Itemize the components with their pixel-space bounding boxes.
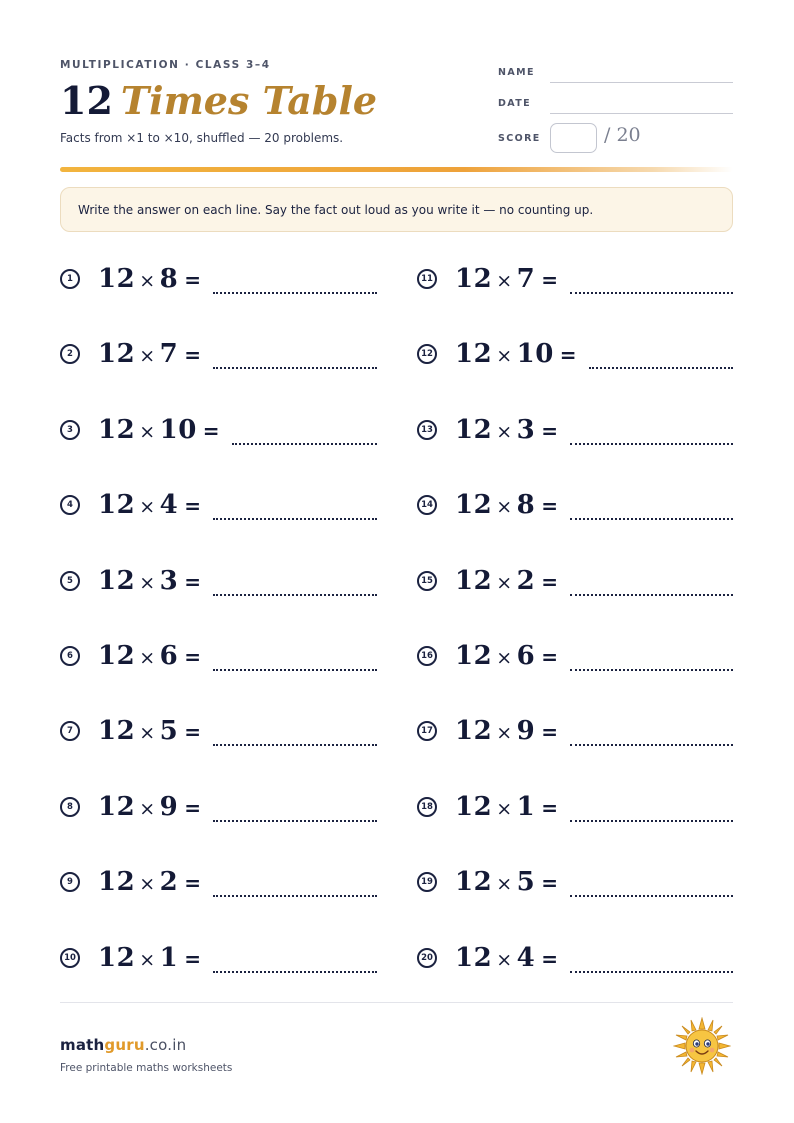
name-field-line[interactable]: [550, 82, 733, 83]
times-sign: ×: [496, 270, 513, 292]
times-sign: ×: [139, 949, 156, 971]
equals-sign: =: [202, 419, 221, 443]
answer-line[interactable]: [213, 820, 377, 822]
factor-b: 2: [159, 867, 179, 897]
times-sign: ×: [496, 798, 513, 820]
score-box[interactable]: [550, 123, 597, 153]
answer-line[interactable]: [570, 443, 733, 445]
multiplication-fact: [455, 863, 558, 903]
times-sign: ×: [139, 722, 156, 744]
factor-b: 8: [159, 264, 179, 294]
times-sign: ×: [496, 873, 513, 895]
factor-a: 12: [455, 792, 493, 822]
factor-b: 7: [516, 264, 536, 294]
answer-line[interactable]: [570, 820, 733, 822]
factor-b: 1: [159, 943, 179, 973]
factor-b: 6: [159, 641, 179, 671]
problem-item: [60, 712, 377, 752]
equals-sign: =: [541, 645, 559, 669]
problem-item: [60, 788, 377, 828]
equals-sign: =: [184, 494, 202, 518]
subtitle: Facts from ×1 to ×10, shuffled — 20 problems.: [60, 131, 344, 145]
problem-item: [417, 939, 733, 979]
problem-number: 15: [417, 571, 437, 591]
answer-line[interactable]: [213, 895, 377, 897]
times-sign: ×: [139, 345, 156, 367]
problem-number: 9: [60, 872, 80, 892]
multiplication-fact: [98, 486, 201, 526]
multiplication-fact: [98, 712, 201, 752]
equals-sign: =: [184, 645, 202, 669]
problem-item: [417, 486, 733, 526]
multiplication-fact: [98, 939, 201, 979]
problem-number: 12: [417, 344, 437, 364]
score-label: SCORE: [498, 133, 541, 144]
answer-line[interactable]: [570, 669, 733, 671]
tagline: Free printable maths worksheets: [60, 1062, 233, 1074]
answer-line[interactable]: [570, 292, 733, 294]
problem-number: 11: [417, 269, 437, 289]
factor-a: 12: [98, 264, 136, 294]
answer-line[interactable]: [213, 744, 377, 746]
times-sign: ×: [496, 421, 513, 443]
factor-b: 5: [159, 716, 179, 746]
eyebrow-label: MULTIPLICATION · CLASS 3–4: [60, 59, 271, 71]
factor-a: 12: [455, 867, 493, 897]
sun-mascot-icon: [673, 1017, 731, 1075]
instructions-box: [60, 187, 733, 232]
factor-b: 10: [516, 339, 554, 369]
multiplication-fact: [98, 637, 201, 677]
problem-number: 10: [60, 948, 80, 968]
answer-line[interactable]: [213, 971, 377, 973]
multiplication-fact: [98, 260, 201, 300]
factor-a: 12: [98, 415, 136, 445]
equals-sign: =: [541, 871, 559, 895]
answer-line[interactable]: [213, 518, 377, 520]
problem-item: [60, 863, 377, 903]
equals-sign: =: [184, 871, 202, 895]
answer-line[interactable]: [570, 594, 733, 596]
multiplication-fact: [455, 939, 558, 979]
equals-sign: =: [184, 947, 202, 971]
problem-item: [60, 486, 377, 526]
answer-line[interactable]: [232, 443, 377, 445]
multiplication-fact: [455, 712, 558, 752]
problem-number: 7: [60, 721, 80, 741]
multiplication-fact: [455, 486, 558, 526]
equals-sign: =: [184, 268, 202, 292]
factor-a: 12: [98, 792, 136, 822]
problem-number: 5: [60, 571, 80, 591]
times-sign: ×: [496, 647, 513, 669]
answer-line[interactable]: [213, 292, 377, 294]
problem-item: [60, 637, 377, 677]
problem-number: 3: [60, 420, 80, 440]
times-sign: ×: [139, 421, 156, 443]
header-gradient-rule: [60, 167, 733, 172]
problem-item: [60, 939, 377, 979]
answer-line[interactable]: [570, 744, 733, 746]
problem-number: 2: [60, 344, 80, 364]
factor-b: 8: [516, 490, 536, 520]
factor-b: 9: [516, 716, 536, 746]
problem-number: 19: [417, 872, 437, 892]
factor-a: 12: [98, 490, 136, 520]
times-sign: ×: [139, 647, 156, 669]
factor-a: 12: [98, 641, 136, 671]
multiplication-fact: [98, 863, 201, 903]
equals-sign: =: [184, 720, 202, 744]
problem-number: 14: [417, 495, 437, 515]
problem-number: 16: [417, 646, 437, 666]
equals-sign: =: [541, 419, 559, 443]
problem-item: [60, 562, 377, 602]
problem-number: 20: [417, 948, 437, 968]
problem-item: [60, 260, 377, 300]
factor-b: 9: [159, 792, 179, 822]
factor-b: 3: [159, 566, 179, 596]
problem-item: [417, 637, 733, 677]
problem-item: [417, 863, 733, 903]
problem-item: [417, 335, 733, 375]
problem-item: [60, 411, 377, 451]
answer-line[interactable]: [213, 594, 377, 596]
title-accent: Times Table: [120, 78, 378, 123]
factor-a: 12: [455, 490, 493, 520]
factor-a: 12: [455, 264, 493, 294]
title-number: 12: [60, 78, 113, 123]
problem-number: 6: [60, 646, 80, 666]
equals-sign: =: [559, 343, 578, 367]
answer-line[interactable]: [570, 895, 733, 897]
factor-a: 12: [455, 339, 493, 369]
problem-number: 4: [60, 495, 80, 515]
name-label: NAME: [498, 67, 535, 78]
date-label: DATE: [498, 98, 532, 109]
factor-a: 12: [98, 716, 136, 746]
times-sign: ×: [496, 345, 513, 367]
answer-line[interactable]: [570, 518, 733, 520]
factor-b: 3: [516, 415, 536, 445]
factor-b: 7: [159, 339, 179, 369]
factor-b: 4: [516, 943, 536, 973]
multiplication-fact: [98, 411, 220, 451]
times-sign: ×: [496, 722, 513, 744]
equals-sign: =: [541, 570, 559, 594]
instructions-text: Write the answer on each line. Say the fact out loud as you write it — no counting up.: [78, 203, 594, 217]
factor-a: 12: [455, 415, 493, 445]
problem-item: [417, 411, 733, 451]
answer-line[interactable]: [589, 367, 733, 369]
equals-sign: =: [184, 570, 202, 594]
answer-line[interactable]: [213, 367, 377, 369]
footer-divider: [60, 1002, 733, 1003]
factor-a: 12: [98, 943, 136, 973]
times-sign: ×: [139, 572, 156, 594]
brand-logo: [60, 1036, 186, 1054]
brand-accent: guru: [104, 1036, 145, 1054]
problem-number: 13: [417, 420, 437, 440]
multiplication-fact: [455, 335, 577, 375]
factor-b: 4: [159, 490, 179, 520]
equals-sign: =: [184, 796, 202, 820]
factor-a: 12: [455, 641, 493, 671]
answer-line[interactable]: [213, 669, 377, 671]
factor-b: 10: [159, 415, 197, 445]
problem-item: [60, 335, 377, 375]
brand-domain: .co.in: [144, 1036, 187, 1054]
multiplication-fact: [455, 788, 558, 828]
factor-b: 1: [516, 792, 536, 822]
factor-b: 6: [516, 641, 536, 671]
problem-number: 17: [417, 721, 437, 741]
times-sign: ×: [496, 949, 513, 971]
multiplication-fact: [98, 788, 201, 828]
equals-sign: =: [541, 720, 559, 744]
date-field-line[interactable]: [550, 113, 733, 114]
times-sign: ×: [139, 873, 156, 895]
brand-main: math: [60, 1036, 105, 1054]
equals-sign: =: [541, 494, 559, 518]
times-sign: ×: [139, 798, 156, 820]
multiplication-fact: [455, 411, 558, 451]
problem-item: [417, 788, 733, 828]
factor-a: 12: [455, 716, 493, 746]
equals-sign: =: [541, 268, 559, 292]
factor-a: 12: [455, 566, 493, 596]
equals-sign: =: [541, 796, 559, 820]
problem-item: [417, 260, 733, 300]
multiplication-fact: [98, 335, 201, 375]
times-sign: ×: [496, 572, 513, 594]
factor-a: 12: [98, 339, 136, 369]
factor-a: 12: [98, 867, 136, 897]
equals-sign: =: [541, 947, 559, 971]
factor-b: 2: [516, 566, 536, 596]
factor-a: 12: [455, 943, 493, 973]
times-sign: ×: [139, 496, 156, 518]
equals-sign: =: [184, 343, 202, 367]
multiplication-fact: [98, 562, 201, 602]
factor-b: 5: [516, 867, 536, 897]
factor-a: 12: [98, 566, 136, 596]
times-sign: ×: [496, 496, 513, 518]
answer-line[interactable]: [570, 971, 733, 973]
score-total: / 20: [604, 124, 641, 146]
multiplication-fact: [455, 260, 558, 300]
multiplication-fact: [455, 637, 558, 677]
problem-number: 1: [60, 269, 80, 289]
times-sign: ×: [139, 270, 156, 292]
multiplication-fact: [455, 562, 558, 602]
page-title: [60, 76, 377, 126]
problem-item: [417, 712, 733, 752]
problem-number: 18: [417, 797, 437, 817]
problem-item: [417, 562, 733, 602]
problem-number: 8: [60, 797, 80, 817]
